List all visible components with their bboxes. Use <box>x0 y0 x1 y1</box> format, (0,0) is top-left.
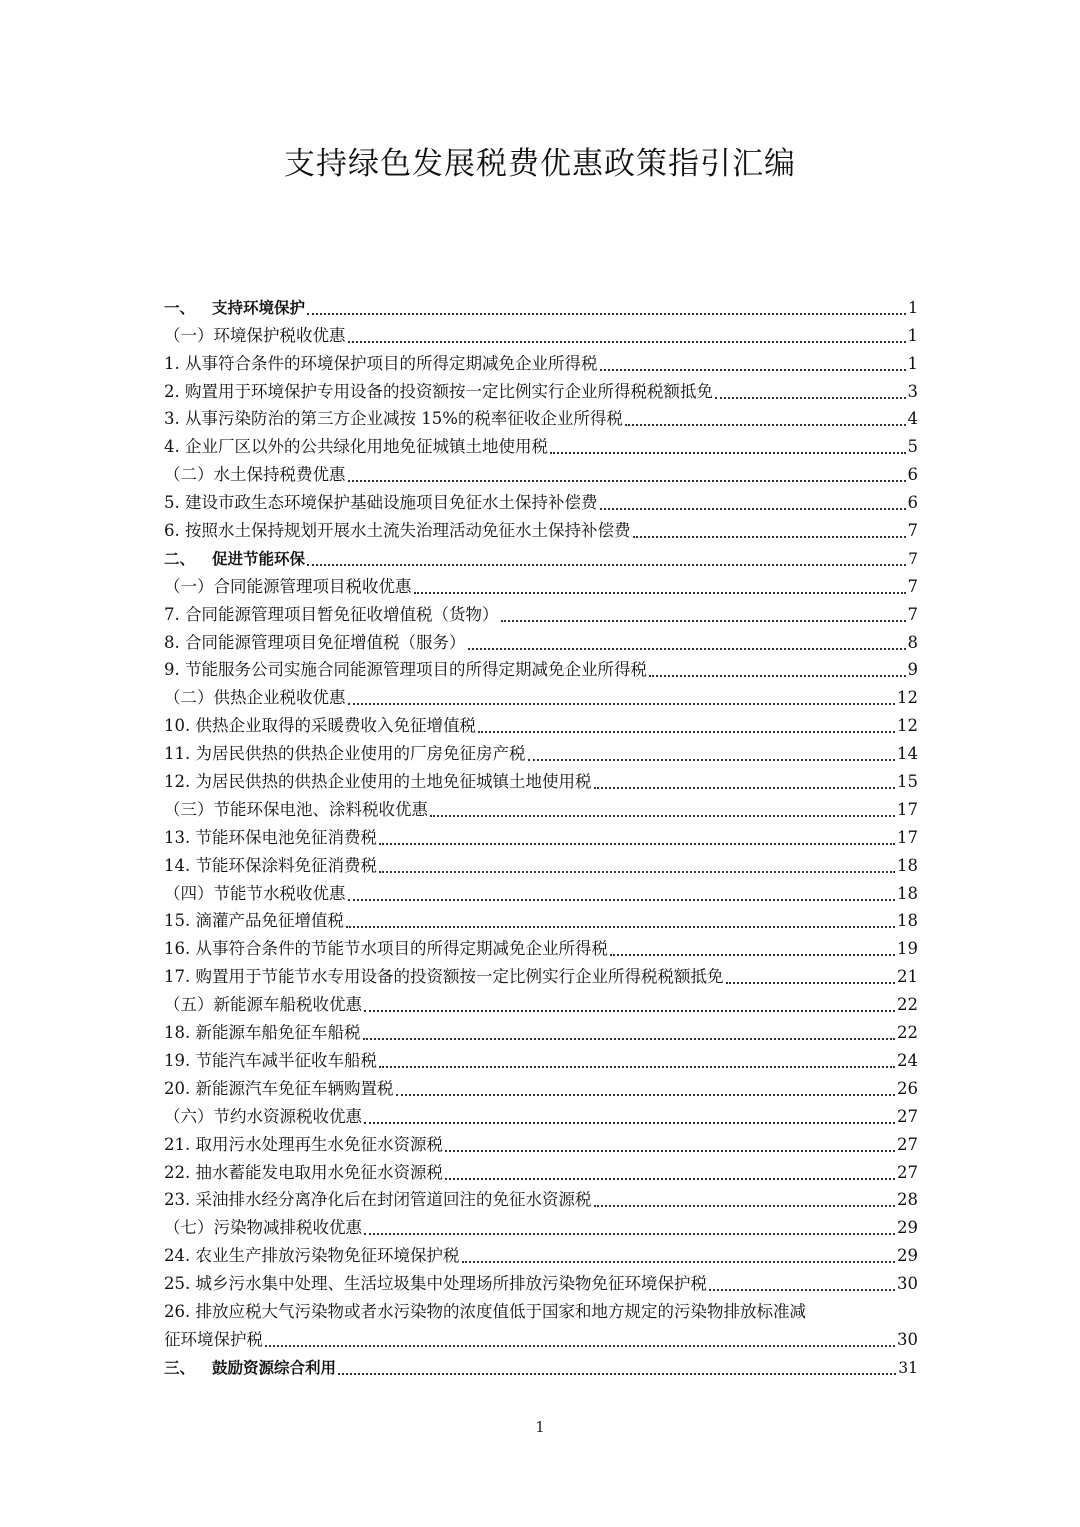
toc-page-number: 26 <box>897 1078 918 1098</box>
toc-entry-label: 11. 为居民供热的供热企业使用的厂房免征房产税 <box>164 744 526 764</box>
toc-entry-label: （七）污染物减排税收优惠 <box>164 1218 362 1238</box>
toc-leader-dots <box>610 954 895 956</box>
toc-entry[interactable] <box>164 429 918 457</box>
toc-page-number: 7 <box>907 521 918 541</box>
toc-entry[interactable] <box>164 1155 918 1183</box>
toc-page-number: 12 <box>897 688 918 708</box>
toc-entry[interactable] <box>164 820 918 848</box>
toc-leader-dots <box>709 1289 895 1291</box>
toc-page-number: 3 <box>907 381 918 401</box>
toc-page-number: 22 <box>897 995 918 1015</box>
toc-entry-label: 17. 购置用于节能节水专用设备的投资额按一定比例实行企业所得税税额抵免 <box>164 967 724 987</box>
toc-entry-label: 10. 供热企业取得的采暖费收入免征增值税 <box>164 716 476 736</box>
toc-entry-label: 1. 从事符合条件的环境保护项目的所得定期减免企业所得税 <box>164 353 598 373</box>
toc-leader-dots <box>363 1038 896 1040</box>
toc-entry-label: 5. 建设市政生态环境保护基础设施项目免征水土保持补偿费 <box>164 493 598 513</box>
toc-page-number: 22 <box>897 1023 918 1043</box>
toc-leader-dots <box>528 759 896 761</box>
toc-entry[interactable] <box>164 1183 918 1211</box>
toc-page-number: 30 <box>897 1329 918 1349</box>
toc-entry[interactable] <box>164 1127 918 1155</box>
toc-entry-label: 7. 合同能源管理项目暂免征收增值税（货物） <box>164 604 499 624</box>
toc-leader-dots <box>594 787 896 789</box>
toc-entry[interactable] <box>164 318 918 346</box>
toc-entry-label: （五）新能源车船税收优惠 <box>164 995 362 1015</box>
toc-page-number: 19 <box>897 939 918 959</box>
toc-leader-dots <box>265 1345 895 1347</box>
toc-leader-dots <box>338 1373 896 1375</box>
toc-entry[interactable] <box>164 485 918 513</box>
toc-leader-dots <box>594 1205 896 1207</box>
toc-leader-dots <box>348 703 896 705</box>
toc-page-number: 24 <box>897 1050 918 1070</box>
toc-leader-dots <box>462 1261 896 1263</box>
toc-page-number: 1 <box>907 325 918 345</box>
toc-entry[interactable] <box>164 1294 918 1322</box>
toc-entry[interactable] <box>164 708 918 736</box>
toc-leader-dots <box>307 313 906 315</box>
toc-page-number: 7 <box>907 604 918 624</box>
toc-entry[interactable] <box>164 904 918 932</box>
toc-leader-dots <box>348 899 896 901</box>
toc-page-number: 17 <box>897 799 918 819</box>
toc-entry-label: 支持环境保护 <box>212 298 306 317</box>
toc-section-number: 一、 <box>164 298 196 317</box>
toc-entry[interactable] <box>164 541 918 569</box>
toc-entry-label: 2. 购置用于环境保护专用设备的投资额按一定比例实行企业所得税税额抵免 <box>164 381 713 401</box>
toc-entry-label: 19. 节能汽车减半征收车船税 <box>164 1050 377 1070</box>
toc-page-number: 14 <box>897 744 918 764</box>
toc-leader-dots <box>600 508 906 510</box>
toc-page-number: 27 <box>897 1162 918 1182</box>
toc-entry[interactable] <box>164 346 918 374</box>
toc-leader-dots <box>348 341 906 343</box>
toc-entry-label: 鼓励资源综合利用 <box>212 1358 337 1377</box>
toc-entry[interactable] <box>164 374 918 402</box>
toc-entry[interactable] <box>164 876 918 904</box>
toc-entry[interactable] <box>164 597 918 625</box>
toc-entry[interactable] <box>164 457 918 485</box>
toc-page-number: 6 <box>907 465 918 485</box>
toc-entry[interactable] <box>164 1099 918 1127</box>
toc-page-number: 17 <box>897 827 918 847</box>
toc-leader-dots <box>364 1122 895 1124</box>
toc-leader-dots <box>478 731 895 733</box>
toc-page-number: 5 <box>907 437 918 457</box>
toc-leader-dots <box>346 926 895 928</box>
toc-entry-label: （二）水土保持税费优惠 <box>164 465 346 485</box>
toc-section-number: 三、 <box>164 1358 196 1377</box>
toc-entry[interactable] <box>164 1071 918 1099</box>
toc-leader-dots <box>364 1010 895 1012</box>
toc-entry-label: 8. 合同能源管理项目免征增值税（服务） <box>164 632 466 652</box>
toc-page-number: 8 <box>907 632 918 652</box>
toc-entry-label: 9. 节能服务公司实施合同能源管理项目的所得定期减免企业所得税 <box>164 660 647 680</box>
toc-page-number: 12 <box>897 716 918 736</box>
toc-entry-label: 21. 取用污水处理再生水免征水资源税 <box>164 1134 443 1154</box>
toc-entry-label: 12. 为居民供热的供热企业使用的土地免征城镇土地使用税 <box>164 772 592 792</box>
toc-page-number: 6 <box>907 493 918 513</box>
toc-entry[interactable] <box>164 1210 918 1238</box>
toc-leader-dots <box>396 1094 896 1096</box>
toc-entry[interactable] <box>164 1015 918 1043</box>
toc-leader-dots <box>501 620 906 622</box>
toc-entry[interactable] <box>164 1238 918 1266</box>
toc-section-number: 二、 <box>164 549 196 568</box>
toc-leader-dots <box>430 815 895 817</box>
toc-leader-dots <box>379 843 895 845</box>
toc-page-number: 18 <box>897 883 918 903</box>
toc-entry[interactable] <box>164 987 918 1015</box>
toc-entry[interactable] <box>164 959 918 987</box>
toc-leader-dots <box>348 480 906 482</box>
toc-leader-dots <box>550 452 906 454</box>
toc-page-number: 15 <box>897 772 918 792</box>
toc-page-number: 7 <box>908 549 918 568</box>
toc-entry-label: （三）节能环保电池、涂料税收优惠 <box>164 799 428 819</box>
toc-page-number: 21 <box>897 967 918 987</box>
toc-page-number: 18 <box>897 855 918 875</box>
toc-leader-dots <box>379 871 895 873</box>
toc-entry[interactable] <box>164 792 918 820</box>
toc-leader-dots <box>715 397 906 399</box>
toc-entry-label: 18. 新能源车船免征车船税 <box>164 1023 361 1043</box>
page-title: 支持绿色发展税费优惠政策指引汇编 <box>284 146 796 182</box>
toc-entry-label: （一）环境保护税收优惠 <box>164 325 346 345</box>
toc-entry[interactable] <box>164 1043 918 1071</box>
toc-entry[interactable] <box>164 290 918 318</box>
toc-entry[interactable] <box>164 1266 918 1294</box>
toc-leader-dots <box>726 982 896 984</box>
toc-leader-dots <box>414 592 906 594</box>
toc-entry[interactable] <box>164 1322 918 1350</box>
toc-page-number: 1 <box>908 298 918 317</box>
toc-leader-dots <box>445 1178 895 1180</box>
toc-page-number: 18 <box>897 911 918 931</box>
toc-entry-label: 13. 节能环保电池免征消费税 <box>164 827 377 847</box>
table-of-contents <box>164 290 918 1378</box>
toc-entry[interactable] <box>164 736 918 764</box>
toc-page-number: 4 <box>907 409 918 429</box>
toc-entry-label: 14. 节能环保涂料免征消费税 <box>164 855 377 875</box>
toc-page-number: 29 <box>897 1246 918 1266</box>
toc-page-number: 27 <box>897 1134 918 1154</box>
toc-leader-dots <box>379 1066 895 1068</box>
toc-leader-dots <box>307 564 906 566</box>
toc-page-number: 31 <box>898 1358 918 1377</box>
toc-entry-label: 24. 农业生产排放污染物免征环境保护税 <box>164 1246 460 1266</box>
toc-entry-label: 3. 从事污染防治的第三方企业减按 15%的税率征收企业所得税 <box>164 409 623 429</box>
toc-entry[interactable] <box>164 1350 918 1378</box>
toc-page-number: 29 <box>897 1218 918 1238</box>
toc-leader-dots <box>625 424 906 426</box>
toc-entry-label: 征环境保护税 <box>164 1329 263 1349</box>
toc-entry[interactable] <box>164 680 918 708</box>
toc-leader-dots <box>600 369 906 371</box>
toc-entry[interactable] <box>164 625 918 653</box>
toc-leader-dots <box>633 536 906 538</box>
toc-page-number: 30 <box>897 1274 918 1294</box>
toc-entry-label: 15. 滴灌产品免征增值税 <box>164 911 344 931</box>
toc-entry[interactable] <box>164 402 918 430</box>
toc-entry-label: 20. 新能源汽车免征车辆购置税 <box>164 1078 394 1098</box>
toc-entry-label: 23. 采油排水经分离净化后在封闭管道回注的免征水资源税 <box>164 1190 592 1210</box>
toc-page-number: 1 <box>907 353 918 373</box>
toc-entry[interactable] <box>164 848 918 876</box>
toc-leader-dots <box>445 1150 895 1152</box>
toc-entry-label: 22. 抽水蓄能发电取用水免征水资源税 <box>164 1162 443 1182</box>
toc-entry-label: （四）节能节水税收优惠 <box>164 883 346 903</box>
toc-entry[interactable] <box>164 569 918 597</box>
toc-entry[interactable] <box>164 931 918 959</box>
page-number: 1 <box>535 1418 545 1436</box>
toc-page-number: 27 <box>897 1106 918 1126</box>
toc-entry[interactable] <box>164 764 918 792</box>
toc-entry-label: 4. 企业厂区以外的公共绿化用地免征城镇土地使用税 <box>164 437 548 457</box>
toc-entry-label: 6. 按照水土保持规划开展水土流失治理活动免征水土保持补偿费 <box>164 521 631 541</box>
toc-entry-label: （一）合同能源管理项目税收优惠 <box>164 576 412 596</box>
toc-leader-dots <box>364 1233 895 1235</box>
toc-entry-label: 26. 排放应税大气污染物或者水污染物的浓度值低于国家和地方规定的污染物排放标准减 <box>164 1301 806 1321</box>
toc-page-number: 7 <box>907 576 918 596</box>
toc-entry-label: 25. 城乡污水集中处理、生活垃圾集中处理场所排放污染物免征环境保护税 <box>164 1274 707 1294</box>
toc-leader-dots <box>468 648 906 650</box>
toc-entry[interactable] <box>164 653 918 681</box>
toc-entry-label: 促进节能环保 <box>212 549 306 568</box>
toc-leader-dots <box>649 675 906 677</box>
toc-page-number: 9 <box>907 660 918 680</box>
toc-entry[interactable] <box>164 513 918 541</box>
toc-entry-label: （二）供热企业税收优惠 <box>164 688 346 708</box>
toc-page-number: 28 <box>897 1190 918 1210</box>
toc-entry-label: 16. 从事符合条件的节能节水项目的所得定期减免企业所得税 <box>164 939 608 959</box>
toc-entry-label: （六）节约水资源税收优惠 <box>164 1106 362 1126</box>
